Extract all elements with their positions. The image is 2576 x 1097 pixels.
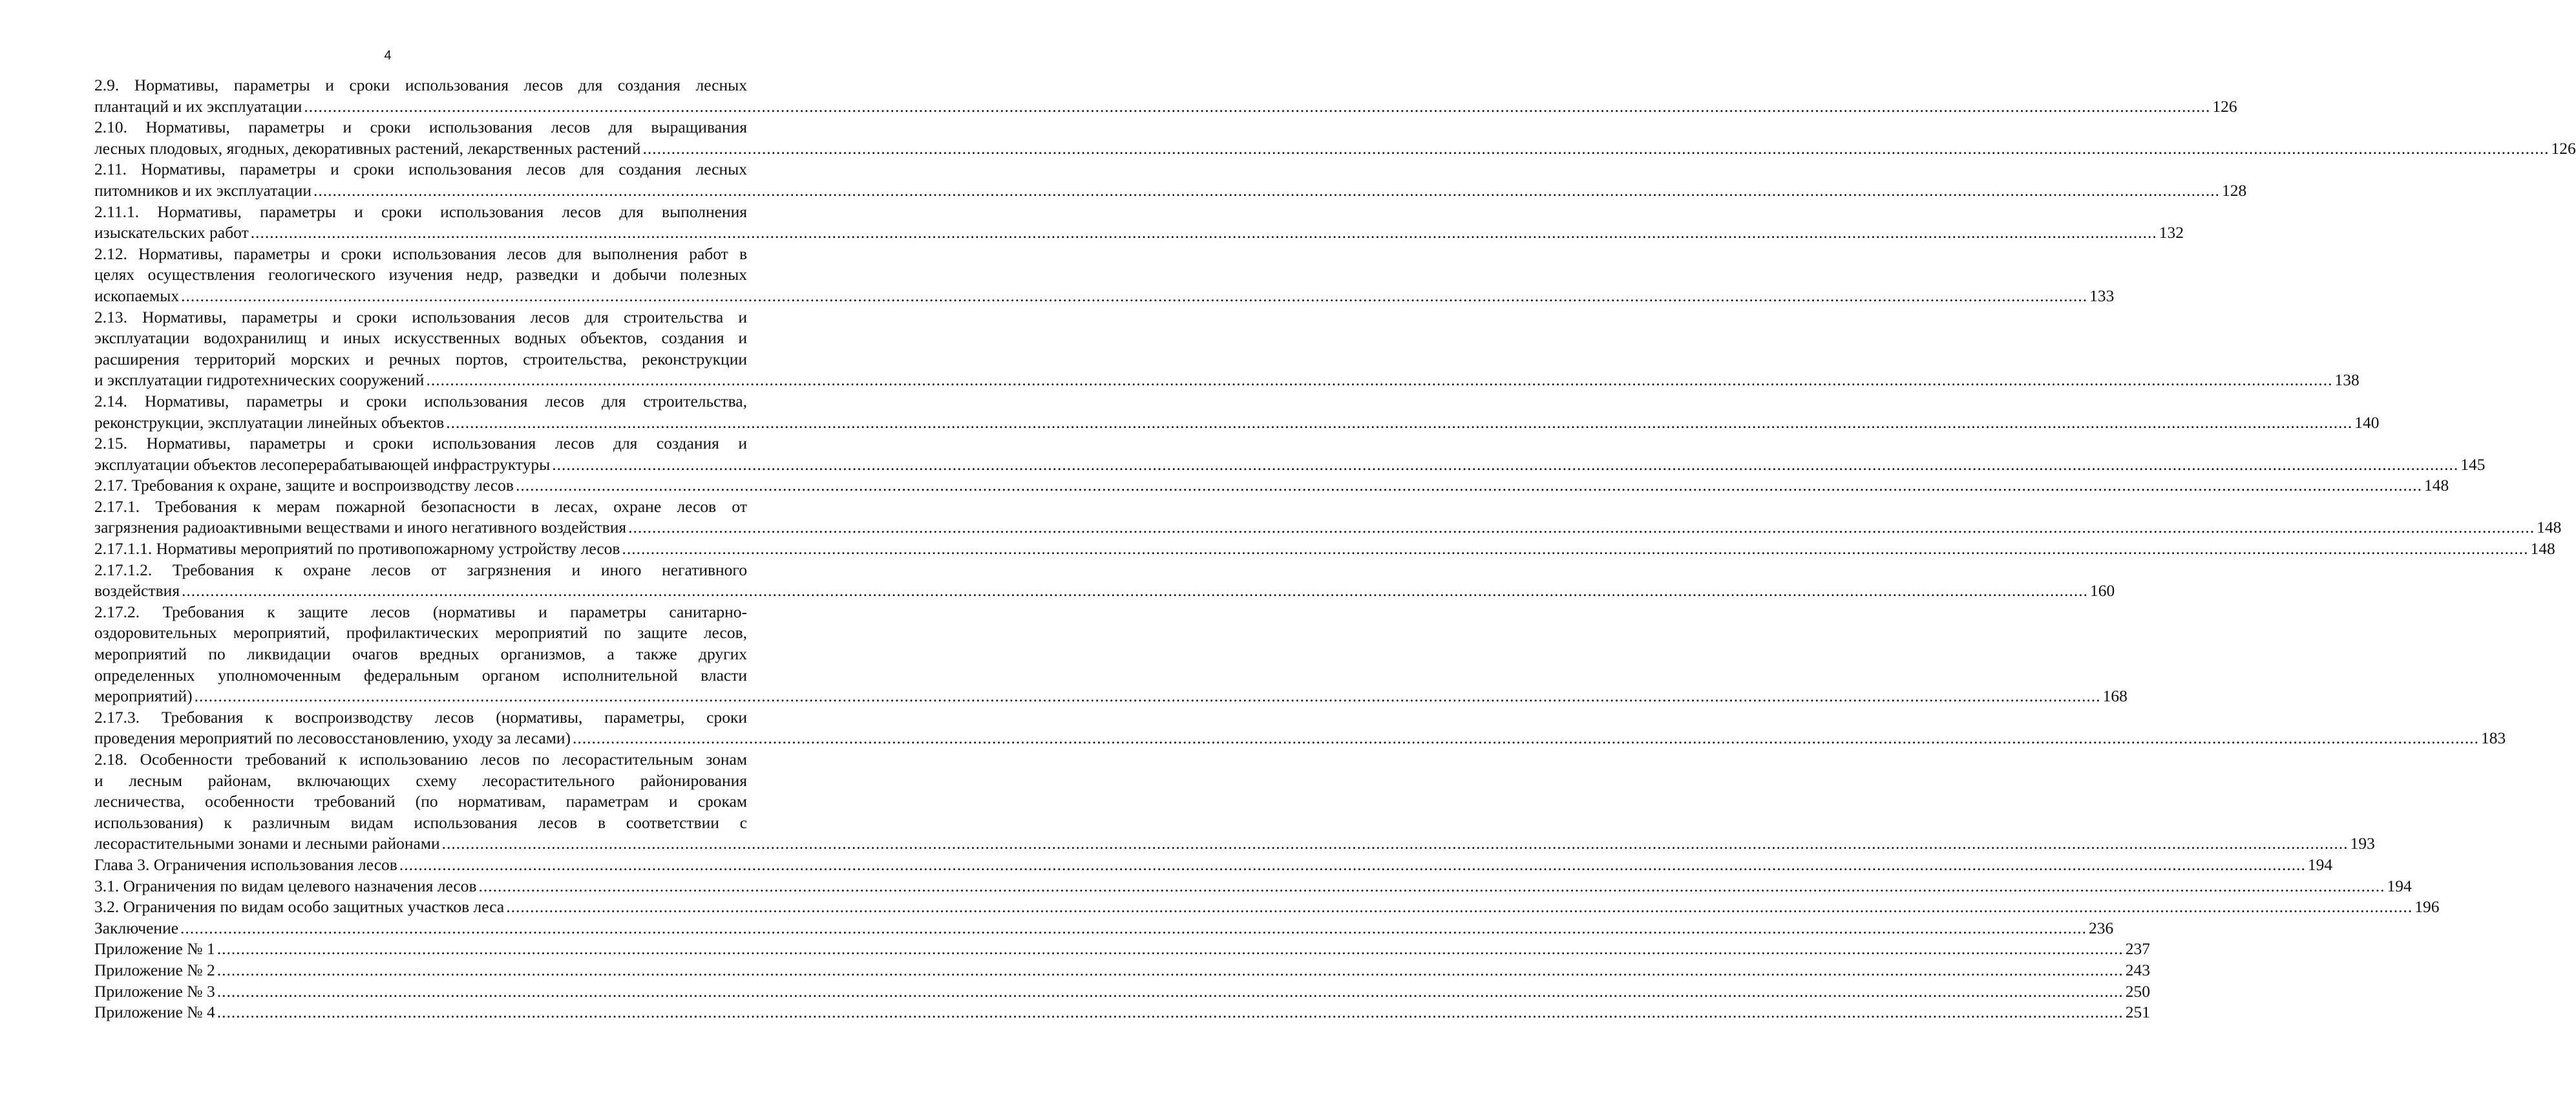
toc-entry-final-line — [94, 939, 2150, 960]
toc-entry-page-number: 148 — [2537, 518, 2562, 537]
toc-entry-page-number: 196 — [2414, 897, 2440, 917]
toc-entry-title: эксплуатации объектов лесоперерабатывающей инфраструктуры — [94, 454, 551, 474]
toc-entry[interactable] — [94, 960, 2150, 981]
toc-entry-page-number: 148 — [2530, 539, 2555, 559]
page-number: 4 — [384, 48, 392, 63]
toc-entry-line: 2.10. Нормативы, параметры и сроки использования лесов для выращивания — [94, 118, 747, 137]
toc-entry-title: мероприятий) — [94, 687, 193, 706]
toc-entry[interactable] — [94, 918, 2114, 939]
toc-entry-title: изыскательских работ — [94, 223, 249, 242]
dot-leader: ................................................................................................................................................................................................................................................................................................................................................................................................................ — [182, 581, 2089, 601]
toc-entry-title: питомников и их эксплуатации — [94, 180, 312, 200]
dot-leader: ................................................................................................................................................................................................................................................................................................................................................................................................................ — [426, 370, 2333, 390]
dot-leader: ................................................................................................................................................................................................................................................................................................................................................................................................................ — [446, 412, 2353, 432]
toc-entry-page-number: 132 — [2159, 223, 2184, 242]
toc-entry-page-number: 250 — [2125, 981, 2150, 1001]
toc-entry-page-number: 160 — [2090, 581, 2115, 601]
toc-entry-title: загрязнения радиоактивными веществами и иного негативного воздействия — [94, 518, 627, 537]
toc-entry-page-number: 126 — [2551, 138, 2576, 158]
dot-leader: ................................................................................................................................................................................................................................................................................................................................................................................................................ — [304, 96, 2211, 116]
toc-entry-final-line — [94, 454, 2486, 476]
toc-entry-line: расширения территорий морских и речных портов, строительства, реконструкции — [94, 349, 747, 368]
toc-entry-title: реконструкции, эксплуатации линейных объектов — [94, 412, 445, 432]
toc-entry-title: плантаций и их эксплуатации — [94, 96, 302, 116]
toc-entry-page-number: 236 — [2089, 918, 2114, 937]
toc-entry-title: Приложение № 4 — [94, 1003, 215, 1022]
toc-entry-final-line — [94, 960, 2150, 981]
dot-leader: ................................................................................................................................................................................................................................................................................................................................................................................................................ — [552, 454, 2459, 474]
toc-entry-page-number: 128 — [2222, 180, 2247, 200]
toc-entry-line: целях осуществления геологического изучения недр, разведки и добычи полезных — [94, 265, 747, 284]
toc-entry[interactable] — [94, 749, 2375, 855]
dot-leader: ................................................................................................................................................................................................................................................................................................................................................................................................................ — [216, 939, 2124, 959]
toc-entry-page-number: 126 — [2212, 96, 2237, 116]
toc-entry-page-number: 145 — [2460, 454, 2486, 474]
toc-entry-title: ископаемых — [94, 286, 180, 305]
toc-entry-line: определенных уполномоченным федеральным органом исполнительной власти — [94, 665, 747, 685]
toc-entry[interactable] — [94, 939, 2150, 960]
toc-entry-line: и лесным районам, включающих схему лесорастительного районирования — [94, 771, 747, 790]
dot-leader: ................................................................................................................................................................................................................................................................................................................................................................................................................ — [313, 180, 2221, 200]
toc-entry-title: лесорастительными зонами и лесными районами — [94, 834, 440, 853]
toc-entry-title: Глава 3. Ограничения использования лесов — [94, 855, 397, 874]
toc-entry-line: 2.17.2. Требования к защите лесов (нормативы и параметры санитарно- — [94, 602, 747, 621]
toc-entry-line: 2.9. Нормативы, параметры и сроки использования лесов для создания лесных — [94, 76, 747, 94]
toc-entry-final-line — [94, 138, 2576, 160]
toc-entry-title: 2.17. Требования к охране, защите и воспроизводству лесов — [94, 476, 514, 495]
dot-leader: ................................................................................................................................................................................................................................................................................................................................................................................................................ — [194, 687, 2101, 706]
dot-leader: ................................................................................................................................................................................................................................................................................................................................................................................................................ — [515, 476, 2422, 495]
toc-entry-title: Приложение № 2 — [94, 960, 215, 979]
toc-entry-final-line — [94, 728, 2506, 749]
toc-entry-line: 2.17.1.2. Требования к охране лесов от загрязнения и иного негативного — [94, 560, 747, 579]
toc-entry-page-number: 133 — [2089, 286, 2115, 305]
toc-entry-line: 2.13. Нормативы, параметры и сроки использования лесов для строительства и — [94, 307, 747, 326]
toc-entry[interactable] — [94, 159, 2247, 201]
dot-leader: ................................................................................................................................................................................................................................................................................................................................................................................................................ — [181, 286, 2088, 305]
toc-entry[interactable] — [94, 433, 2486, 475]
toc-entry-line: эксплуатации водохранилищ и иных искусственных водных объектов, создания и — [94, 328, 747, 348]
dot-leader: ................................................................................................................................................................................................................................................................................................................................................................................................................ — [399, 855, 2306, 874]
toc-entry-final-line — [94, 412, 2380, 434]
toc-entry[interactable] — [94, 202, 2184, 244]
toc-entry-final-line — [94, 897, 2440, 918]
toc-entry[interactable] — [94, 707, 2506, 749]
toc-entry-final-line — [94, 580, 2115, 602]
dot-leader: ................................................................................................................................................................................................................................................................................................................................................................................................................ — [478, 876, 2385, 895]
toc-entry-page-number: 243 — [2125, 960, 2150, 979]
toc-entry-title: проведения мероприятий по лесовосстановлению, уходу за лесами) — [94, 729, 571, 748]
toc-entry[interactable] — [94, 75, 2237, 117]
toc-entry-final-line — [94, 180, 2247, 202]
dot-leader: ................................................................................................................................................................................................................................................................................................................................................................................................................ — [506, 897, 2413, 917]
dot-leader: ................................................................................................................................................................................................................................................................................................................................................................................................................ — [572, 729, 2479, 748]
toc-entry-final-line — [94, 475, 2449, 496]
dot-leader: ................................................................................................................................................................................................................................................................................................................................................................................................................ — [622, 539, 2529, 559]
toc-entry-line: 2.18. Особенности требований к использованию лесов по лесорастительным зонам — [94, 750, 747, 769]
toc-entry-line: использования) к различным видам использования лесов в соответствии с — [94, 813, 747, 832]
toc-entry-page-number: 194 — [2387, 876, 2412, 895]
toc-entry[interactable] — [94, 560, 2115, 602]
toc-entry-line: 2.14. Нормативы, параметры и сроки использования лесов для строительства, — [94, 391, 747, 410]
toc-entry-line: 2.12. Нормативы, параметры и сроки использования лесов для выполнения работ в — [94, 244, 747, 263]
toc-entry-title: Приложение № 1 — [94, 939, 215, 959]
toc-entry-title: лесных плодовых, ягодных, декоративных растений, лекарственных растений — [94, 138, 641, 158]
toc-entry-final-line — [94, 918, 2114, 939]
dot-leader: ................................................................................................................................................................................................................................................................................................................................................................................................................ — [642, 138, 2550, 158]
toc-entry-line: лесничества, особенности требований (по нормативам, параметрам и срокам — [94, 792, 747, 811]
toc-entry[interactable] — [94, 981, 2150, 1003]
toc-entry[interactable] — [94, 496, 2562, 538]
toc-entry[interactable] — [94, 244, 2115, 307]
toc-entry-title: Заключение — [94, 918, 179, 937]
dot-leader: ................................................................................................................................................................................................................................................................................................................................................................................................................ — [216, 960, 2124, 979]
dot-leader: ................................................................................................................................................................................................................................................................................................................................................................................................................ — [180, 918, 2087, 937]
toc-entry-title: воздействия — [94, 581, 180, 601]
toc-entry[interactable] — [94, 897, 2440, 918]
toc-entry[interactable] — [94, 1002, 2150, 1023]
toc-entry-final-line — [94, 833, 2375, 855]
toc-entry-title: 3.1. Ограничения по видам целевого назначения лесов — [94, 876, 477, 895]
toc-entry[interactable] — [94, 602, 2127, 707]
toc-entry-title: и эксплуатации гидротехнических сооружений — [94, 370, 425, 390]
toc-entry-line: 2.17.3. Требования к воспроизводству лесов (нормативы, параметры, сроки — [94, 707, 747, 727]
toc-entry-final-line — [94, 538, 2555, 560]
toc-entry-page-number: 193 — [2350, 834, 2375, 853]
toc-entry-line: мероприятий по ликвидации очагов вредных организмов, а также других — [94, 644, 747, 664]
toc-entry-page-number: 194 — [2307, 855, 2333, 874]
toc-entry-final-line — [94, 370, 2360, 391]
toc-entry-final-line — [94, 981, 2150, 1003]
toc-entry[interactable] — [94, 876, 2412, 897]
toc-entry[interactable] — [94, 117, 2576, 159]
toc-entry[interactable] — [94, 538, 2555, 560]
dot-leader: ................................................................................................................................................................................................................................................................................................................................................................................................................ — [216, 1003, 2124, 1022]
table-of-contents — [94, 75, 2576, 1023]
dot-leader: ................................................................................................................................................................................................................................................................................................................................................................................................................ — [216, 981, 2124, 1001]
toc-entry-title: 2.17.1.1. Нормативы мероприятий по противопожарному устройству лесов — [94, 539, 620, 559]
toc-entry-page-number: 138 — [2334, 370, 2360, 390]
toc-entry-page-number: 237 — [2125, 939, 2150, 959]
toc-entry-final-line — [94, 686, 2127, 707]
toc-entry-page-number: 148 — [2423, 476, 2449, 495]
toc-entry-title: 3.2. Ограничения по видам особо защитных участков леса — [94, 897, 505, 917]
toc-entry-line: 2.11.1. Нормативы, параметры и сроки использования лесов для выполнения — [94, 202, 747, 221]
toc-entry-line: 2.15. Нормативы, параметры и сроки использования лесов для создания и — [94, 434, 747, 453]
toc-entry-final-line — [94, 222, 2184, 244]
toc-entry-page-number: 251 — [2125, 1003, 2150, 1022]
dot-leader: ................................................................................................................................................................................................................................................................................................................................................................................................................ — [441, 834, 2349, 853]
dot-leader: ................................................................................................................................................................................................................................................................................................................................................................................................................ — [628, 518, 2535, 537]
toc-entry-final-line — [94, 855, 2333, 876]
toc-entry-title: Приложение № 3 — [94, 981, 215, 1001]
toc-entry-line: 2.11. Нормативы, параметры и сроки использования лесов для создания лесных — [94, 160, 747, 179]
toc-entry-final-line — [94, 286, 2115, 307]
toc-entry[interactable] — [94, 475, 2449, 496]
toc-entry[interactable] — [94, 855, 2333, 876]
toc-entry[interactable] — [94, 307, 2360, 391]
toc-entry-final-line — [94, 876, 2412, 897]
toc-entry-line: 2.17.1. Требования к мерам пожарной безопасности в лесах, охране лесов от — [94, 496, 747, 516]
toc-entry-final-line — [94, 96, 2237, 118]
dot-leader: ................................................................................................................................................................................................................................................................................................................................................................................................................ — [250, 223, 2157, 242]
toc-entry-line: оздоровительных мероприятий, профилактических мероприятий по защите лесов, — [94, 623, 747, 643]
toc-entry-page-number: 168 — [2102, 687, 2127, 706]
toc-entry-page-number: 140 — [2354, 412, 2380, 432]
toc-entry-final-line — [94, 517, 2562, 538]
toc-entry-final-line — [94, 1002, 2150, 1023]
toc-entry[interactable] — [94, 391, 2380, 433]
toc-entry-page-number: 183 — [2480, 729, 2506, 748]
